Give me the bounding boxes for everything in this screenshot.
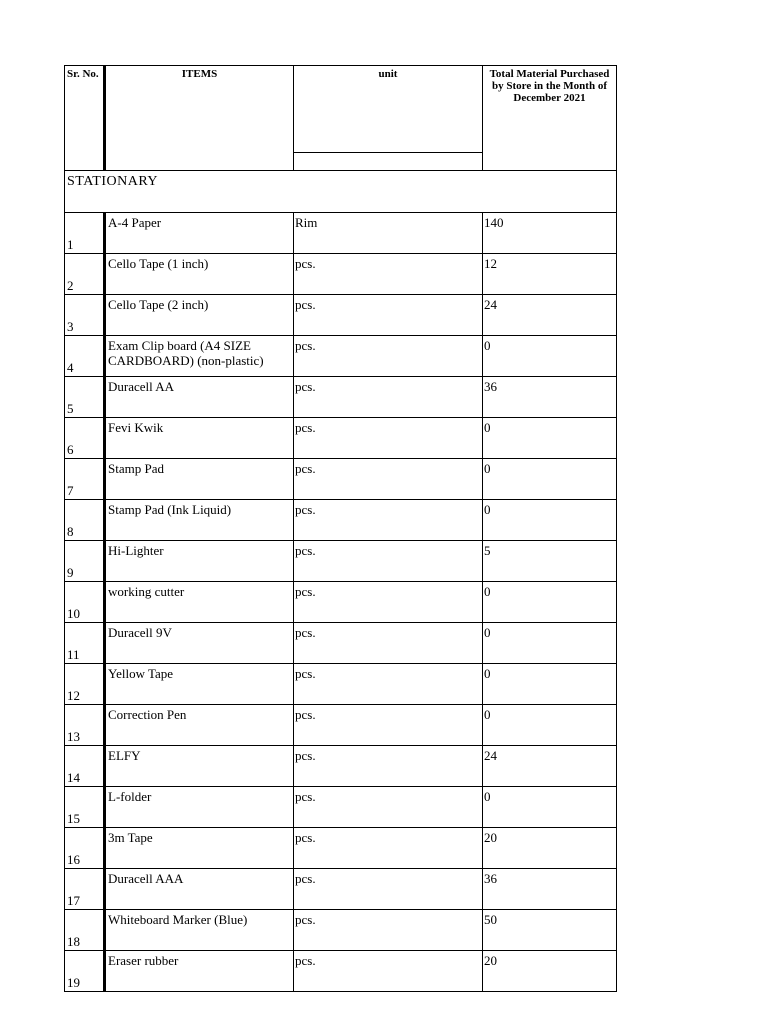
row-unit: pcs. (294, 664, 483, 705)
header-unit-divider (294, 152, 482, 153)
table-row (65, 951, 617, 992)
row-quantity: 0 (483, 459, 617, 500)
row-sr-no: 8 (65, 500, 105, 541)
header-total-purchased: Total Material Purchased by Store in the Month of December 2021 (483, 66, 617, 171)
row-unit: pcs. (294, 541, 483, 582)
table-row (65, 828, 617, 869)
row-quantity: 0 (483, 336, 617, 377)
header-unit (294, 66, 483, 171)
table-row (65, 787, 617, 828)
row-unit: pcs. (294, 869, 483, 910)
row-sr-no: 2 (65, 254, 105, 295)
row-unit: pcs. (294, 582, 483, 623)
row-item-name: Duracell 9V (105, 623, 294, 664)
row-sr-no: 7 (65, 459, 105, 500)
section-row (65, 171, 617, 213)
row-unit: pcs. (294, 336, 483, 377)
row-quantity: 24 (483, 295, 617, 336)
row-sr-no: 1 (65, 213, 105, 254)
row-sr-no: 13 (65, 705, 105, 746)
table-row (65, 377, 617, 418)
row-sr-no: 10 (65, 582, 105, 623)
row-item-name: Stamp Pad (105, 459, 294, 500)
row-quantity: 0 (483, 582, 617, 623)
section-title: STATIONARY (65, 171, 617, 213)
table-row (65, 746, 617, 787)
row-quantity: 24 (483, 746, 617, 787)
row-quantity: 50 (483, 910, 617, 951)
row-item-name: 3m Tape (105, 828, 294, 869)
row-quantity: 20 (483, 828, 617, 869)
row-unit: pcs. (294, 418, 483, 459)
row-sr-no: 14 (65, 746, 105, 787)
row-sr-no: 15 (65, 787, 105, 828)
row-unit: pcs. (294, 910, 483, 951)
row-unit: Rim (294, 213, 483, 254)
row-item-name: Hi-Lighter (105, 541, 294, 582)
table-row (65, 582, 617, 623)
row-unit: pcs. (294, 254, 483, 295)
row-item-name: Duracell AA (105, 377, 294, 418)
table-row (65, 541, 617, 582)
table-row (65, 254, 617, 295)
row-quantity: 0 (483, 418, 617, 459)
row-quantity: 0 (483, 787, 617, 828)
row-item-name: L-folder (105, 787, 294, 828)
row-sr-no: 16 (65, 828, 105, 869)
row-item-name: Yellow Tape (105, 664, 294, 705)
row-sr-no: 18 (65, 910, 105, 951)
row-item-name: Cello Tape (1 inch) (105, 254, 294, 295)
header-unit-label: unit (378, 68, 398, 80)
table-row (65, 459, 617, 500)
row-unit: pcs. (294, 951, 483, 992)
row-item-name: ELFY (105, 746, 294, 787)
row-sr-no: 17 (65, 869, 105, 910)
table-row (65, 623, 617, 664)
row-unit: pcs. (294, 377, 483, 418)
table-row (65, 910, 617, 951)
row-quantity: 36 (483, 377, 617, 418)
row-item-name: Stamp Pad (Ink Liquid) (105, 500, 294, 541)
row-sr-no: 9 (65, 541, 105, 582)
row-sr-no: 11 (65, 623, 105, 664)
row-quantity: 0 (483, 705, 617, 746)
row-item-name: Exam Clip board (A4 SIZE CARDBOARD) (non-plastic) (105, 336, 294, 377)
row-quantity: 0 (483, 500, 617, 541)
row-item-name: working cutter (105, 582, 294, 623)
row-unit: pcs. (294, 295, 483, 336)
row-sr-no: 19 (65, 951, 105, 992)
materials-table (64, 65, 617, 992)
purchase-sheet (64, 65, 616, 992)
row-unit: pcs. (294, 828, 483, 869)
row-item-name: Eraser rubber (105, 951, 294, 992)
row-sr-no: 3 (65, 295, 105, 336)
header-row (65, 66, 617, 171)
row-unit: pcs. (294, 459, 483, 500)
row-sr-no: 4 (65, 336, 105, 377)
row-item-name: Duracell AAA (105, 869, 294, 910)
row-unit: pcs. (294, 623, 483, 664)
row-sr-no: 6 (65, 418, 105, 459)
table-row (65, 295, 617, 336)
row-quantity: 36 (483, 869, 617, 910)
table-row (65, 418, 617, 459)
row-quantity: 12 (483, 254, 617, 295)
row-quantity: 5 (483, 541, 617, 582)
header-sr-no: Sr. No. (65, 66, 105, 171)
row-quantity: 20 (483, 951, 617, 992)
row-quantity: 0 (483, 664, 617, 705)
table-row (65, 869, 617, 910)
row-unit: pcs. (294, 746, 483, 787)
row-unit: pcs. (294, 787, 483, 828)
row-item-name: Correction Pen (105, 705, 294, 746)
row-sr-no: 12 (65, 664, 105, 705)
row-quantity: 140 (483, 213, 617, 254)
table-row (65, 705, 617, 746)
row-unit: pcs. (294, 705, 483, 746)
row-unit: pcs. (294, 500, 483, 541)
table-row (65, 664, 617, 705)
row-item-name: Cello Tape (2 inch) (105, 295, 294, 336)
row-item-name: A-4 Paper (105, 213, 294, 254)
row-item-name: Whiteboard Marker (Blue) (105, 910, 294, 951)
row-item-name: Fevi Kwik (105, 418, 294, 459)
row-sr-no: 5 (65, 377, 105, 418)
table-row (65, 213, 617, 254)
header-items: ITEMS (105, 66, 294, 171)
table-row (65, 336, 617, 377)
table-row (65, 500, 617, 541)
row-quantity: 0 (483, 623, 617, 664)
